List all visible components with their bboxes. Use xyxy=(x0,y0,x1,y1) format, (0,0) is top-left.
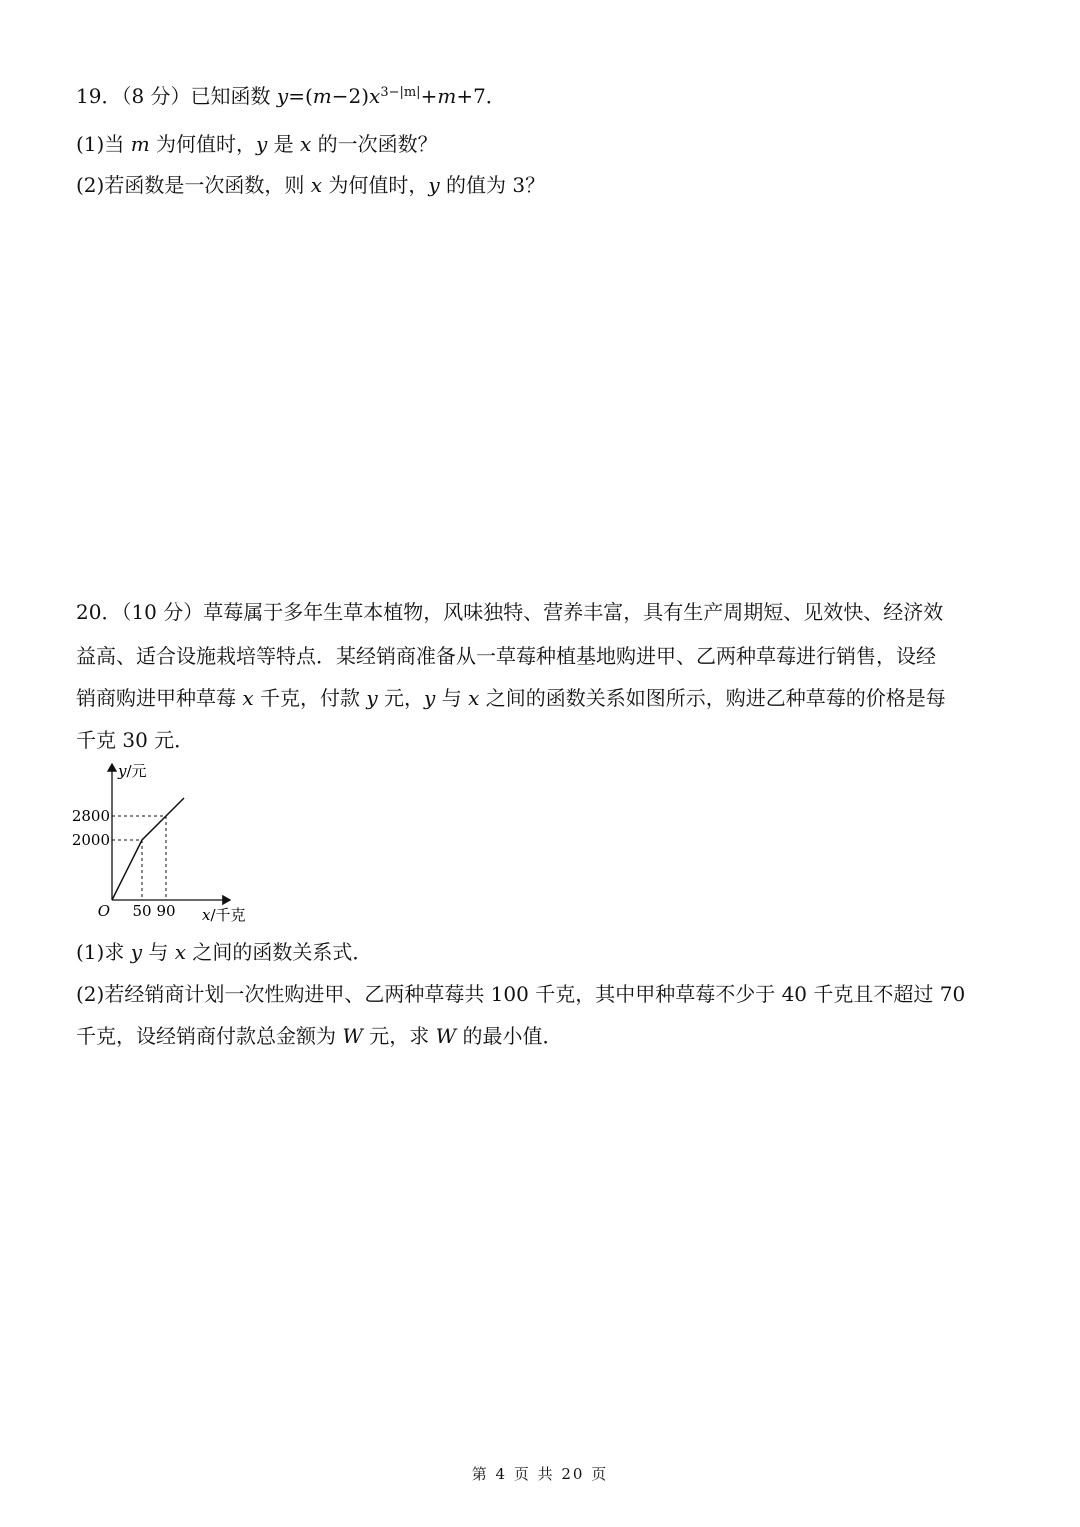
q19-header: 19．（8 分）已知函数 $y=(m-2)x^{3-|m|}+m+7$． xyxy=(76,84,506,108)
q20-line-2: 益高、适合设施栽培等特点．某经销商准备从一草莓种植基地购进甲、乙两种草莓进行销售，设经 xyxy=(76,644,936,668)
x-tick-label: 50 xyxy=(132,902,152,920)
q20-part2-line-2: 千克，设经销商付款总金额为 W 元，求 W 的最小值． xyxy=(76,1024,563,1048)
q20-part1: (1)求 y 与 x 之间的函数关系式． xyxy=(76,940,373,964)
q20-line-4: 千克 30 元． xyxy=(76,728,195,752)
page-footer: 第 4 页 共 20 页 xyxy=(471,1465,609,1483)
q20-line-1: 20．（10 分）草莓属于多年生草本植物，风味独特、营养丰富，具有生产周期短、见效快、经济效 xyxy=(76,600,944,624)
x-tick-label: 90 xyxy=(156,902,176,920)
q19-part2: (2)若函数是一次函数，则 x 为何值时，y 的值为 3？ xyxy=(76,173,546,197)
q20-line-3: 销商购进甲种草莓 x 千克，付款 y 元，y 与 x 之间的函数关系如图所示，购进乙种草莓的价格是每 xyxy=(76,686,946,710)
q20-part2-line-1: (2)若经销商计划一次性购进甲、乙两种草莓共 100 千克，其中甲种草莓不少于 40 千克且不超过 70 xyxy=(76,982,966,1006)
y-axis-label: y/元 xyxy=(118,762,147,780)
x-axis-label: x/千克 xyxy=(202,906,246,924)
y-tick-label: 2000 xyxy=(71,831,110,849)
price-line xyxy=(112,798,184,900)
exponent: 3−|m| xyxy=(380,85,421,100)
y-tick-label: 2800 xyxy=(71,807,110,825)
price-function-graph xyxy=(70,758,260,928)
origin-label: O xyxy=(97,902,110,920)
q19-part1: (1)当 m 为何值时，y 是 x 的一次函数？ xyxy=(76,132,438,156)
